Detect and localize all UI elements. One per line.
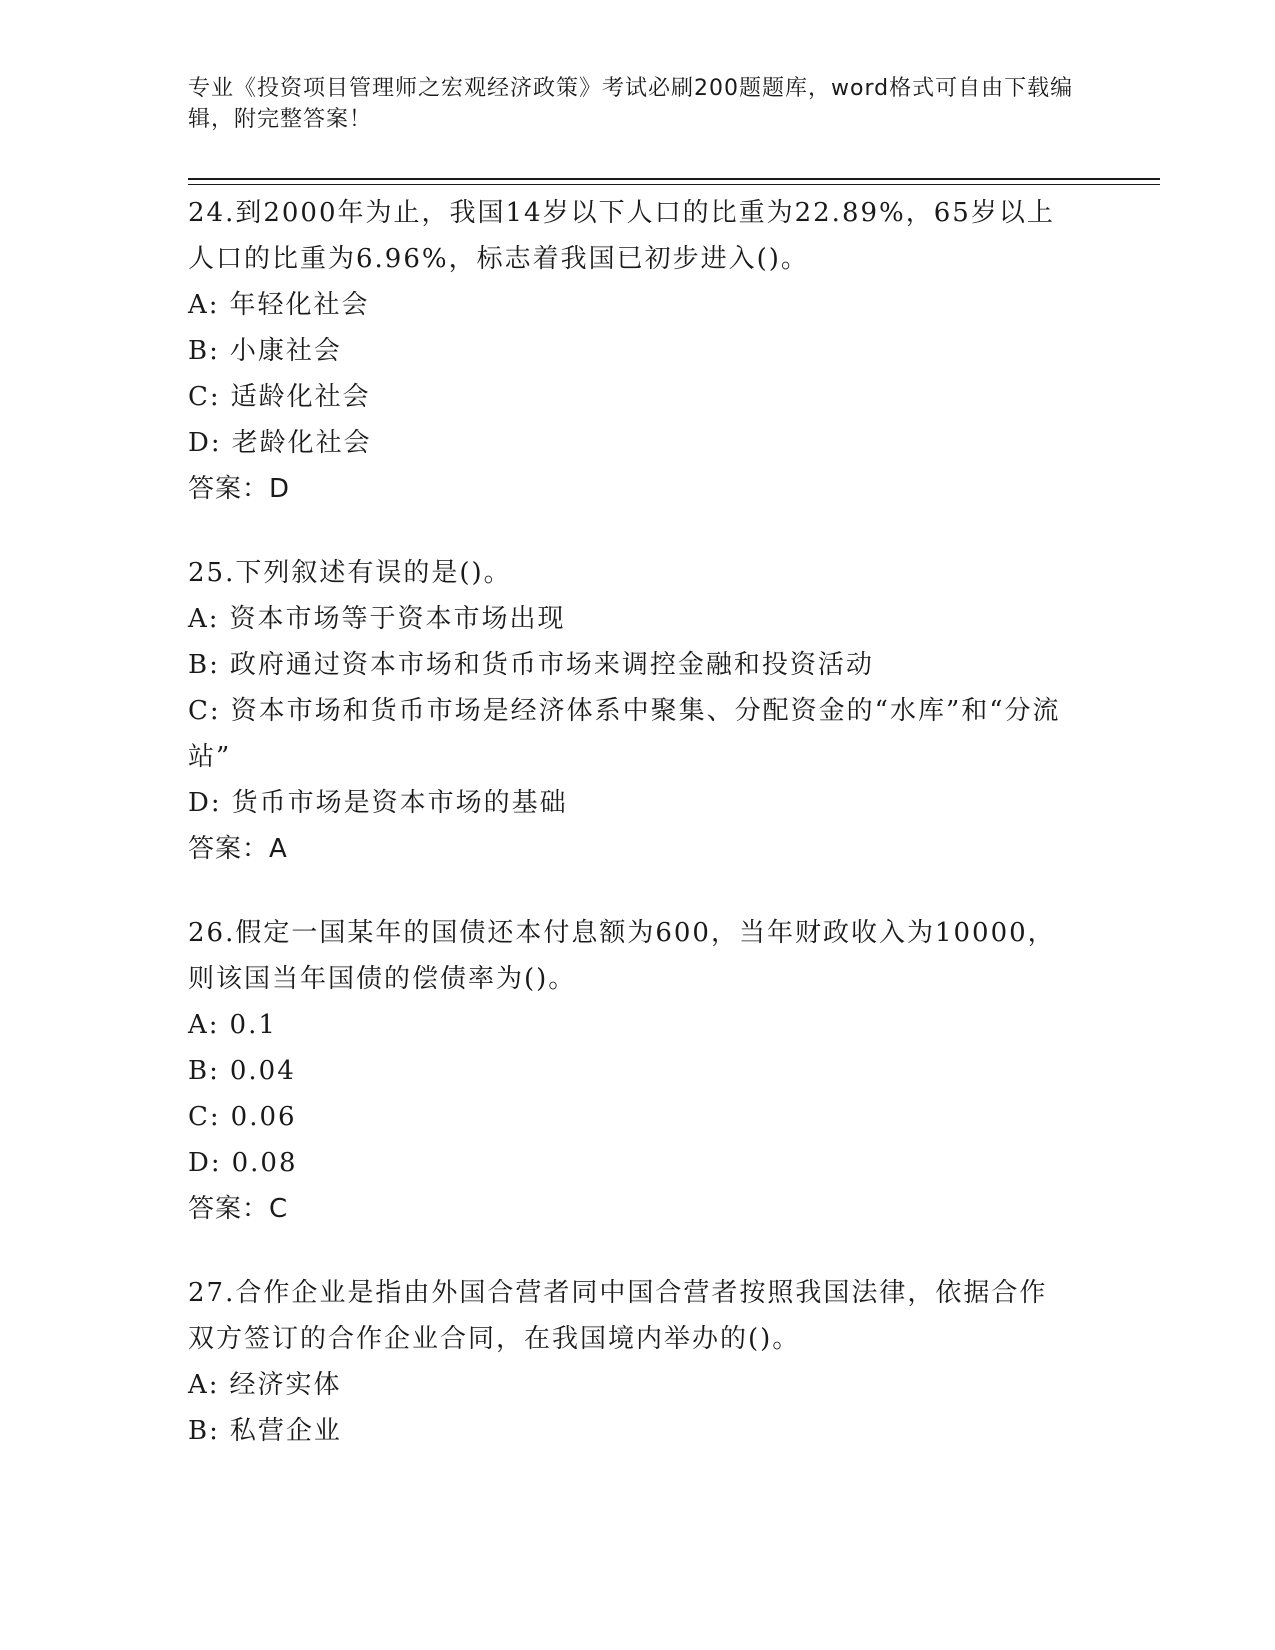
- option-key: B:: [188, 336, 220, 366]
- option-text: 0.06: [230, 1102, 297, 1132]
- option-text: 0.04: [229, 1056, 296, 1086]
- option-key: D:: [188, 428, 222, 458]
- option-text: 私营企业: [229, 1416, 342, 1446]
- option-b: [188, 1408, 1088, 1454]
- question-26: [188, 910, 1088, 1232]
- option-text: 老龄化社会: [231, 428, 372, 458]
- option-text: 0.08: [231, 1148, 298, 1178]
- document-intro: 专业《投资项目管理师之宏观经济政策》考试必刷200题题库，word格式可自由下载编辑，附完整答案！: [188, 76, 1074, 132]
- option-key: B:: [188, 1416, 220, 1446]
- question-25: [188, 550, 1088, 872]
- question-27: [188, 1270, 1088, 1454]
- option-c: [188, 688, 1073, 780]
- option-d: [188, 1140, 1088, 1186]
- option-a: [188, 1002, 1088, 1048]
- option-text: 年轻化社会: [229, 290, 370, 320]
- answer-label: 答案：C: [188, 1194, 289, 1224]
- option-d: [188, 420, 1088, 466]
- option-key: A:: [188, 1370, 220, 1400]
- option-a: [188, 596, 1088, 642]
- answer-label: 答案：D: [188, 474, 291, 504]
- option-text: 政府通过资本市场和货币市场来调控金融和投资活动: [229, 650, 874, 680]
- question-stem: 26.假定一国某年的国债还本付息额为600，当年财政收入为10000，则该国当年国债的偿债率为()。: [188, 918, 1056, 994]
- option-c: [188, 1094, 1088, 1140]
- option-c: [188, 374, 1088, 420]
- question-stem: 24.到2000年为止，我国14岁以下人口的比重为22.89%，65岁以上人口的比重为6.96%，标志着我国已初步进入()。: [188, 198, 1055, 274]
- option-key: D:: [188, 1148, 222, 1178]
- option-key: C:: [188, 696, 221, 726]
- option-key: A:: [188, 290, 220, 320]
- question-stem: 25.下列叙述有误的是()。: [188, 558, 512, 588]
- option-b: [188, 642, 1088, 688]
- question-list: [188, 190, 1088, 1492]
- question-24: [188, 190, 1088, 512]
- option-text: 经济实体: [229, 1370, 342, 1400]
- option-text: 资本市场和货币市场是经济体系中聚集、分配资金的“水库”和“分流站”: [188, 696, 1061, 772]
- option-text: 小康社会: [229, 336, 342, 366]
- option-key: B:: [188, 1056, 220, 1086]
- option-key: C:: [188, 1102, 221, 1132]
- option-key: C:: [188, 382, 221, 412]
- option-key: A:: [188, 604, 220, 634]
- option-key: D:: [188, 788, 222, 818]
- option-a: [188, 282, 1088, 328]
- answer-label: 答案：A: [188, 834, 288, 864]
- option-text: 货币市场是资本市场的基础: [231, 788, 568, 818]
- question-stem: 27.合作企业是指由外国合营者同中国合营者按照我国法律，依据合作双方签订的合作企业合同，在我国境内举办的()。: [188, 1278, 1048, 1354]
- option-text: 0.1: [229, 1010, 277, 1040]
- option-text: 资本市场等于资本市场出现: [229, 604, 566, 634]
- option-key: A:: [188, 1010, 220, 1040]
- option-b: [188, 328, 1088, 374]
- option-b: [188, 1048, 1088, 1094]
- option-text: 适龄化社会: [230, 382, 371, 412]
- option-key: B:: [188, 650, 220, 680]
- option-d: [188, 780, 1088, 826]
- option-a: [188, 1362, 1088, 1408]
- header-divider-thin: [188, 184, 1160, 185]
- header-divider-thick: [188, 178, 1160, 180]
